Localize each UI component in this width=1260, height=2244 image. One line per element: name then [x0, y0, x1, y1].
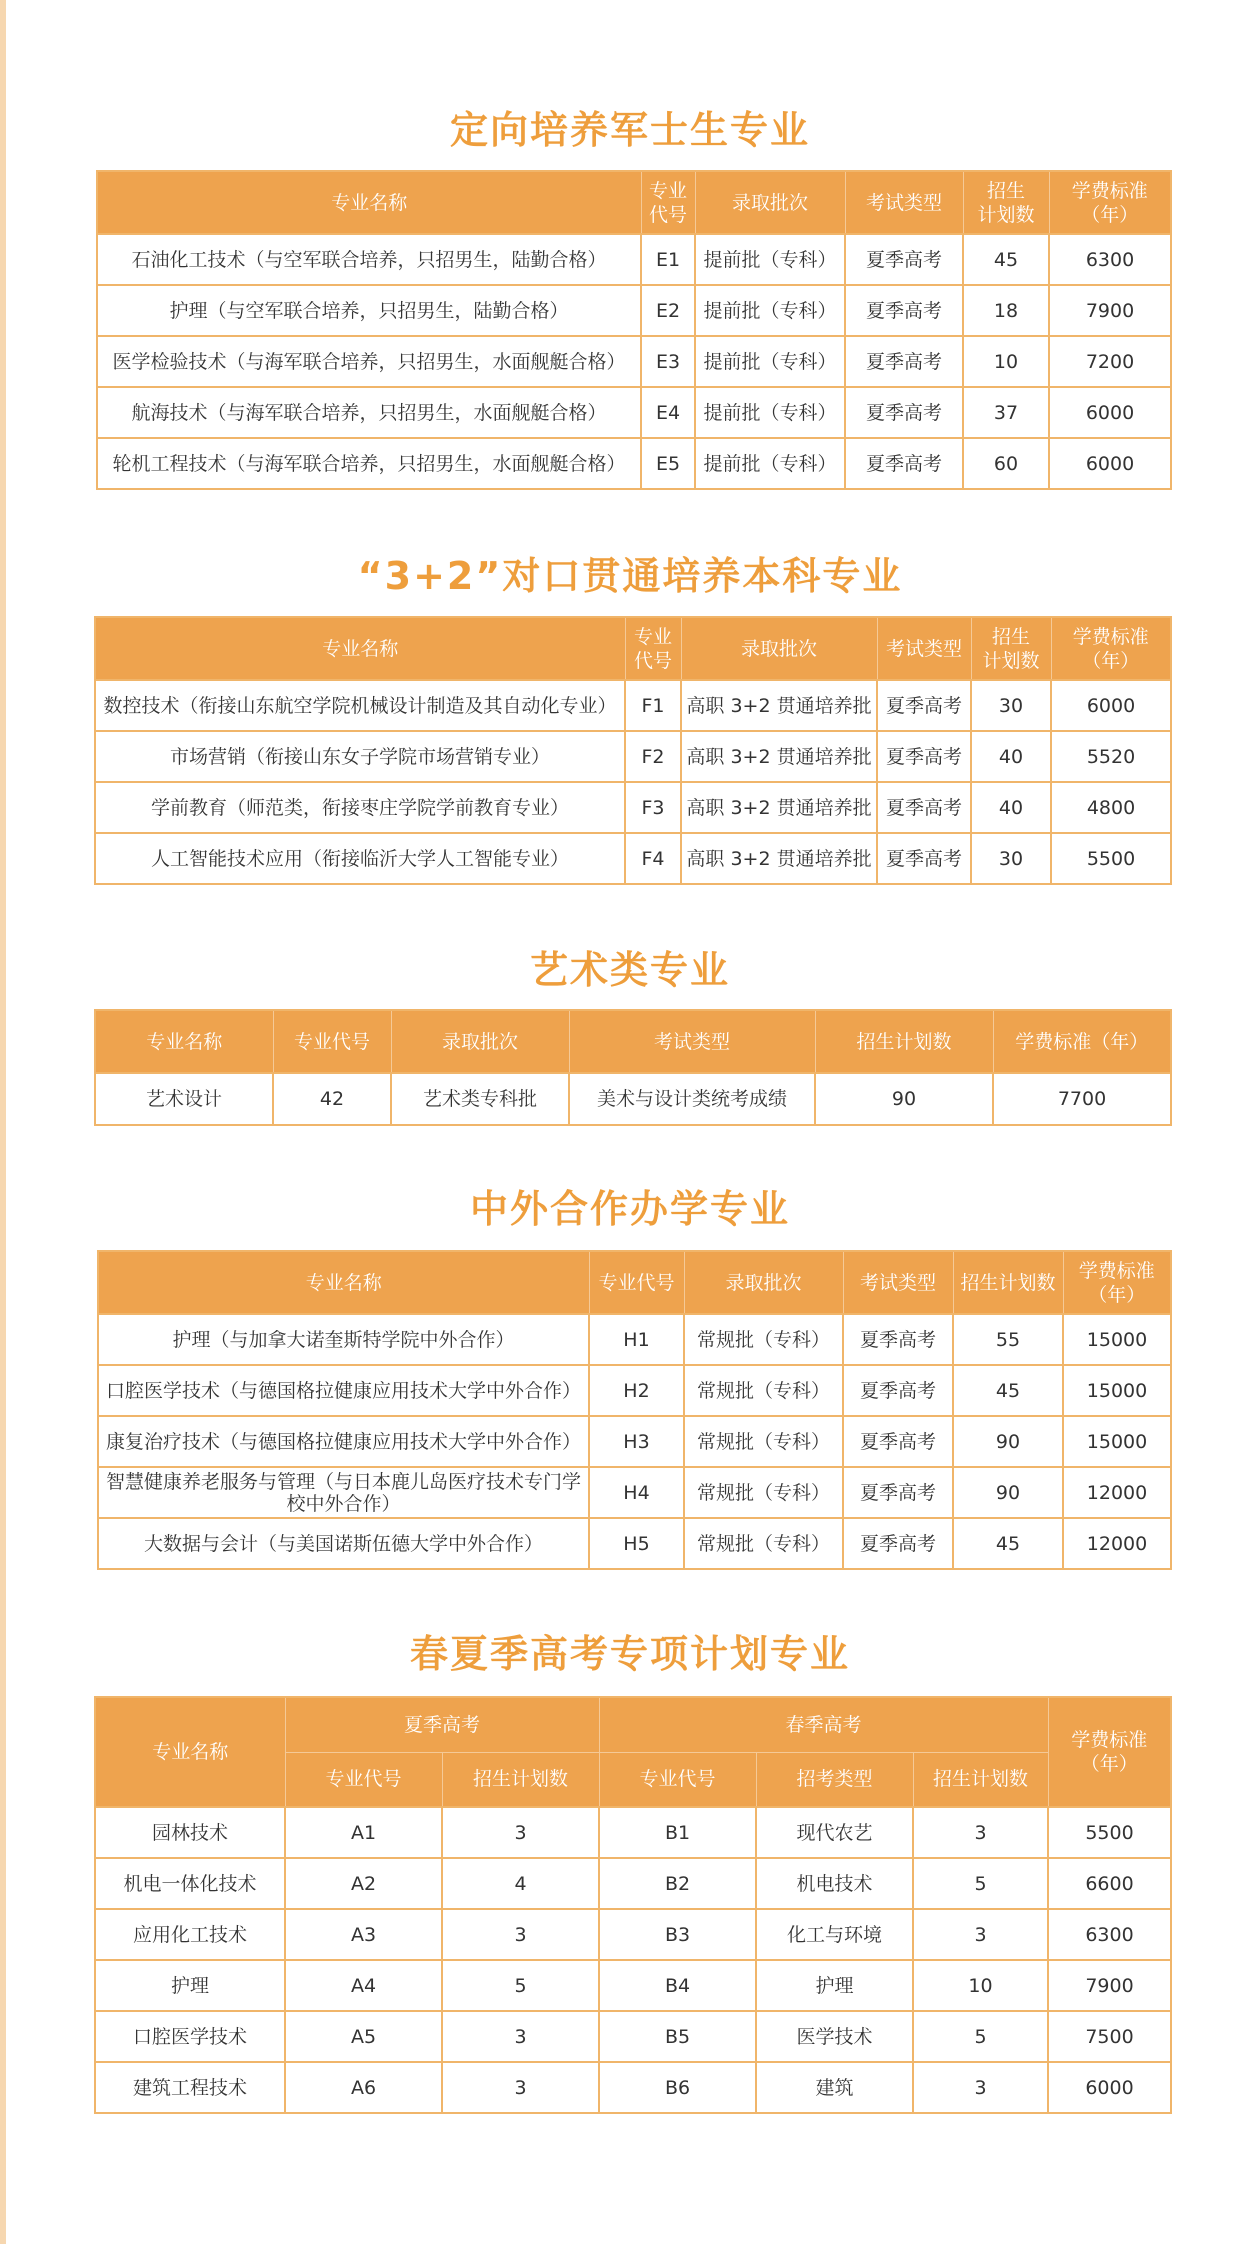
cell-exam-type: 夏季高考: [845, 387, 963, 438]
cell-fee: 7900: [1049, 285, 1171, 336]
header-code: [641, 171, 695, 234]
military-table: [96, 170, 1172, 490]
section-title-special: 春夏季高考专项计划专业: [409, 1632, 850, 1676]
section-art: [0, 944, 1260, 996]
cell-summer-code: A5: [285, 2011, 442, 2062]
header-summer-plan: 招生计划数: [442, 1752, 599, 1807]
header-fee: [1048, 1697, 1171, 1807]
table-row: [97, 387, 1171, 438]
cell-plan: 30: [971, 680, 1051, 731]
header-fee-line1: 学费标准: [1071, 1729, 1148, 1751]
header-fee-line1: 学费标准: [1078, 1259, 1155, 1282]
special-table: [94, 1696, 1172, 2114]
table-row: [95, 2011, 1171, 2062]
cell-major-name: 机电一体化技术: [95, 1858, 285, 1909]
cell-exam-type: 夏季高考: [877, 731, 971, 782]
cell-spring-code: B5: [599, 2011, 756, 2062]
header-plan-line2: 计划数: [977, 203, 1035, 226]
cell-major-name: 应用化工技术: [95, 1909, 285, 1960]
header-major-name: 专业名称: [98, 1251, 589, 1314]
header-spring-plan: 招生计划数: [913, 1752, 1048, 1807]
header-major-name: 专业名称: [95, 1697, 285, 1807]
cell-fee: 15000: [1063, 1365, 1171, 1416]
cell-exam-type: 夏季高考: [845, 234, 963, 285]
header-fee: 学费标准（年）: [993, 1010, 1171, 1073]
cell-plan: 10: [963, 336, 1049, 387]
cell-spring-type: 化工与环境: [756, 1909, 913, 1960]
section-title-bachelor: “3+2”对口贯通培养本科专业: [357, 554, 903, 598]
header-fee-line2: （年）: [1081, 203, 1139, 226]
cell-fee: 12000: [1063, 1467, 1171, 1518]
cell-major-name: 航海技术（与海军联合培养，只招男生，水面舰艇合格）: [97, 387, 641, 438]
cell-fee: 15000: [1063, 1314, 1171, 1365]
cell-plan: 90: [953, 1467, 1063, 1518]
table-row: [95, 1073, 1171, 1125]
table-row: [95, 1909, 1171, 1960]
cell-code: H2: [589, 1365, 684, 1416]
table-header-row-1: [95, 1697, 1171, 1752]
cell-summer-code: A3: [285, 1909, 442, 1960]
cell-exam-type: 夏季高考: [843, 1365, 953, 1416]
cell-major-name: 轮机工程技术（与海军联合培养，只招男生，水面舰艇合格）: [97, 438, 641, 489]
cell-batch: 提前批（专科）: [695, 387, 845, 438]
header-code-line2: 代号: [633, 649, 672, 672]
section-title-art: 艺术类专业: [529, 948, 730, 992]
table-row: [95, 1807, 1171, 1858]
cell-code: F2: [625, 731, 681, 782]
header-batch: 录取批次: [695, 171, 845, 234]
cell-major-name: 人工智能技术应用（衔接临沂大学人工智能专业）: [95, 833, 625, 884]
cell-code: E3: [641, 336, 695, 387]
cell-batch: 高职 3+2 贯通培养批: [681, 731, 877, 782]
cell-exam-type: 夏季高考: [845, 336, 963, 387]
cell-code: E1: [641, 234, 695, 285]
header-code-line2: 代号: [648, 203, 687, 226]
cell-exam-type: 美术与设计类统考成绩: [569, 1073, 815, 1125]
cell-code: F3: [625, 782, 681, 833]
cell-batch: 提前批（专科）: [695, 285, 845, 336]
header-code: 专业代号: [589, 1251, 684, 1314]
art-table: [94, 1009, 1172, 1126]
cell-fee: 7900: [1048, 1960, 1171, 2011]
section-military: [0, 104, 1260, 156]
cell-spring-plan: 3: [913, 1909, 1048, 1960]
cell-spring-code: B4: [599, 1960, 756, 2011]
cell-summer-plan: 5: [442, 1960, 599, 2011]
section-coop: [0, 1183, 1260, 1235]
header-code: [625, 617, 681, 680]
header-summer: 夏季高考: [285, 1697, 599, 1752]
cell-major-name: 市场营销（衔接山东女子学院市场营销专业）: [95, 731, 625, 782]
cell-major-name: 石油化工技术（与空军联合培养，只招男生，陆勤合格）: [97, 234, 641, 285]
cell-batch: 高职 3+2 贯通培养批: [681, 680, 877, 731]
header-fee: [1051, 617, 1171, 680]
header-spring-code: 专业代号: [599, 1752, 756, 1807]
table-row: [95, 782, 1171, 833]
cell-code: E4: [641, 387, 695, 438]
cell-fee: 7700: [993, 1073, 1171, 1125]
cell-exam-type: 夏季高考: [877, 833, 971, 884]
header-plan-line2: 计划数: [982, 649, 1040, 672]
table-row: [95, 680, 1171, 731]
cell-spring-plan: 5: [913, 1858, 1048, 1909]
cell-fee: 6600: [1048, 1858, 1171, 1909]
cell-batch: 提前批（专科）: [695, 336, 845, 387]
cell-fee: 6000: [1049, 438, 1171, 489]
cell-summer-code: A1: [285, 1807, 442, 1858]
table-row: [95, 731, 1171, 782]
cell-spring-type: 建筑: [756, 2062, 913, 2113]
section-title-military: 定向培养军士生专业: [449, 108, 810, 152]
cell-code: H4: [589, 1467, 684, 1518]
cell-major-name: 园林技术: [95, 1807, 285, 1858]
cell-batch: 常规批（专科）: [684, 1467, 843, 1518]
cell-major-name: 口腔医学技术（与德国格拉健康应用技术大学中外合作）: [98, 1365, 589, 1416]
cell-plan: 37: [963, 387, 1049, 438]
header-fee-line1: 学费标准: [1071, 179, 1148, 202]
cell-major-name: 艺术设计: [95, 1073, 273, 1125]
cell-plan: 45: [963, 234, 1049, 285]
cell-spring-type: 医学技术: [756, 2011, 913, 2062]
cell-spring-plan: 5: [913, 2011, 1048, 2062]
header-plan-line1: 招生: [986, 179, 1025, 202]
table-header-row: [95, 1010, 1171, 1073]
table-row: [98, 1467, 1171, 1518]
header-batch: 录取批次: [684, 1251, 843, 1314]
cell-code: E5: [641, 438, 695, 489]
cell-major-name: 护理（与空军联合培养，只招男生，陆勤合格）: [97, 285, 641, 336]
cell-exam-type: 夏季高考: [877, 680, 971, 731]
header-major-name: 专业名称: [95, 617, 625, 680]
header-plan-line1: 招生: [991, 625, 1030, 648]
table-row: [97, 234, 1171, 285]
cell-code: H5: [589, 1518, 684, 1569]
table-header-row: [98, 1251, 1171, 1314]
cell-major-name: 学前教育（师范类，衔接枣庄学院学前教育专业）: [95, 782, 625, 833]
left-edge-strip: [0, 0, 6, 2244]
header-exam-type: 考试类型: [569, 1010, 815, 1073]
header-major-name: 专业名称: [95, 1010, 273, 1073]
cell-batch: 常规批（专科）: [684, 1314, 843, 1365]
cell-fee: 5500: [1051, 833, 1171, 884]
header-code: 专业代号: [273, 1010, 391, 1073]
cell-batch: 高职 3+2 贯通培养批: [681, 782, 877, 833]
cell-major-name: 口腔医学技术: [95, 2011, 285, 2062]
cell-spring-code: B2: [599, 1858, 756, 1909]
cell-major-name: 建筑工程技术: [95, 2062, 285, 2113]
cell-code: H3: [589, 1416, 684, 1467]
header-fee-line2: （年）: [1082, 649, 1140, 672]
header-plan: 招生计划数: [953, 1251, 1063, 1314]
cell-plan: 18: [963, 285, 1049, 336]
cell-fee: 5520: [1051, 731, 1171, 782]
cell-plan: 55: [953, 1314, 1063, 1365]
cell-exam-type: 夏季高考: [877, 782, 971, 833]
cell-summer-plan: 3: [442, 2062, 599, 2113]
table-row: [97, 438, 1171, 489]
header-summer-code: 专业代号: [285, 1752, 442, 1807]
cell-spring-plan: 10: [913, 1960, 1048, 2011]
cell-major-name: 护理（与加拿大诺奎斯特学院中外合作）: [98, 1314, 589, 1365]
table-row: [95, 833, 1171, 884]
cell-plan: 40: [971, 731, 1051, 782]
cell-fee: 6300: [1049, 234, 1171, 285]
cell-exam-type: 夏季高考: [843, 1467, 953, 1518]
table-row: [98, 1365, 1171, 1416]
cell-spring-type: 护理: [756, 1960, 913, 2011]
cell-plan: 45: [953, 1365, 1063, 1416]
cell-plan: 40: [971, 782, 1051, 833]
cell-spring-code: B3: [599, 1909, 756, 1960]
cell-batch: 艺术类专科批: [391, 1073, 569, 1125]
cell-fee: 5500: [1048, 1807, 1171, 1858]
cell-spring-type: 机电技术: [756, 1858, 913, 1909]
section-special: [0, 1628, 1260, 1680]
cell-code: F1: [625, 680, 681, 731]
header-code-line1: 专业: [633, 625, 672, 648]
header-fee-line2: （年）: [1088, 1283, 1146, 1306]
cell-fee: 6000: [1049, 387, 1171, 438]
cell-fee: 7500: [1048, 2011, 1171, 2062]
table-row: [95, 1858, 1171, 1909]
cell-major-name: 智慧健康养老服务与管理（与日本鹿儿岛医疗技术专门学校中外合作）: [98, 1467, 589, 1518]
table-header-row: [97, 171, 1171, 234]
cell-summer-plan: 4: [442, 1858, 599, 1909]
cell-major-name: 医学检验技术（与海军联合培养，只招男生，水面舰艇合格）: [97, 336, 641, 387]
cell-exam-type: 夏季高考: [845, 438, 963, 489]
header-batch: 录取批次: [681, 617, 877, 680]
header-fee: [1063, 1251, 1171, 1314]
cell-spring-type: 现代农艺: [756, 1807, 913, 1858]
cell-fee: 7200: [1049, 336, 1171, 387]
cell-summer-code: A4: [285, 1960, 442, 2011]
cell-exam-type: 夏季高考: [843, 1416, 953, 1467]
header-plan: [963, 171, 1049, 234]
header-code-line1: 专业: [648, 179, 687, 202]
header-fee-line2: （年）: [1080, 1753, 1138, 1775]
header-plan: 招生计划数: [815, 1010, 993, 1073]
cell-major-name: 康复治疗技术（与德国格拉健康应用技术大学中外合作）: [98, 1416, 589, 1467]
table-row: [95, 1960, 1171, 2011]
header-fee-line1: 学费标准: [1072, 625, 1149, 648]
header-spring: 春季高考: [599, 1697, 1048, 1752]
cell-exam-type: 夏季高考: [845, 285, 963, 336]
table-row: [97, 285, 1171, 336]
cell-code: H1: [589, 1314, 684, 1365]
cell-fee: 4800: [1051, 782, 1171, 833]
section-title-coop: 中外合作办学专业: [469, 1187, 790, 1231]
cell-fee: 6300: [1048, 1909, 1171, 1960]
cell-plan: 90: [815, 1073, 993, 1125]
header-fee: [1049, 171, 1171, 234]
table-row: [97, 336, 1171, 387]
cell-batch: 高职 3+2 贯通培养批: [681, 833, 877, 884]
cell-plan: 60: [963, 438, 1049, 489]
table-header-row: [95, 617, 1171, 680]
header-exam-type: 考试类型: [845, 171, 963, 234]
cell-summer-plan: 3: [442, 1909, 599, 1960]
cell-summer-code: A2: [285, 1858, 442, 1909]
cell-fee: 12000: [1063, 1518, 1171, 1569]
cell-exam-type: 夏季高考: [843, 1518, 953, 1569]
header-batch: 录取批次: [391, 1010, 569, 1073]
cell-batch: 常规批（专科）: [684, 1518, 843, 1569]
cell-plan: 45: [953, 1518, 1063, 1569]
cell-batch: 提前批（专科）: [695, 234, 845, 285]
cell-code: 42: [273, 1073, 391, 1125]
cell-spring-plan: 3: [913, 1807, 1048, 1858]
cell-major-name: 护理: [95, 1960, 285, 2011]
header-spring-type: 招考类型: [756, 1752, 913, 1807]
header-exam-type: 考试类型: [877, 617, 971, 680]
cell-batch: 提前批（专科）: [695, 438, 845, 489]
cell-exam-type: 夏季高考: [843, 1314, 953, 1365]
cell-batch: 常规批（专科）: [684, 1365, 843, 1416]
table-row: [98, 1416, 1171, 1467]
coop-table: [97, 1250, 1172, 1570]
cell-spring-plan: 3: [913, 2062, 1048, 2113]
cell-spring-code: B1: [599, 1807, 756, 1858]
header-major-name: 专业名称: [97, 171, 641, 234]
cell-summer-plan: 3: [442, 1807, 599, 1858]
cell-batch: 常规批（专科）: [684, 1416, 843, 1467]
header-plan: [971, 617, 1051, 680]
cell-summer-code: A6: [285, 2062, 442, 2113]
cell-spring-code: B6: [599, 2062, 756, 2113]
table-row: [98, 1518, 1171, 1569]
cell-major-name: 大数据与会计（与美国诺斯伍德大学中外合作）: [98, 1518, 589, 1569]
cell-summer-plan: 3: [442, 2011, 599, 2062]
cell-fee: 6000: [1048, 2062, 1171, 2113]
cell-major-name: 数控技术（衔接山东航空学院机械设计制造及其自动化专业）: [95, 680, 625, 731]
cell-fee: 6000: [1051, 680, 1171, 731]
header-exam-type: 考试类型: [843, 1251, 953, 1314]
cell-plan: 30: [971, 833, 1051, 884]
table-row: [95, 2062, 1171, 2113]
cell-plan: 90: [953, 1416, 1063, 1467]
table-row: [98, 1314, 1171, 1365]
bachelor-table: [94, 616, 1172, 885]
cell-code: F4: [625, 833, 681, 884]
cell-code: E2: [641, 285, 695, 336]
cell-fee: 15000: [1063, 1416, 1171, 1467]
section-bachelor: [0, 550, 1260, 602]
